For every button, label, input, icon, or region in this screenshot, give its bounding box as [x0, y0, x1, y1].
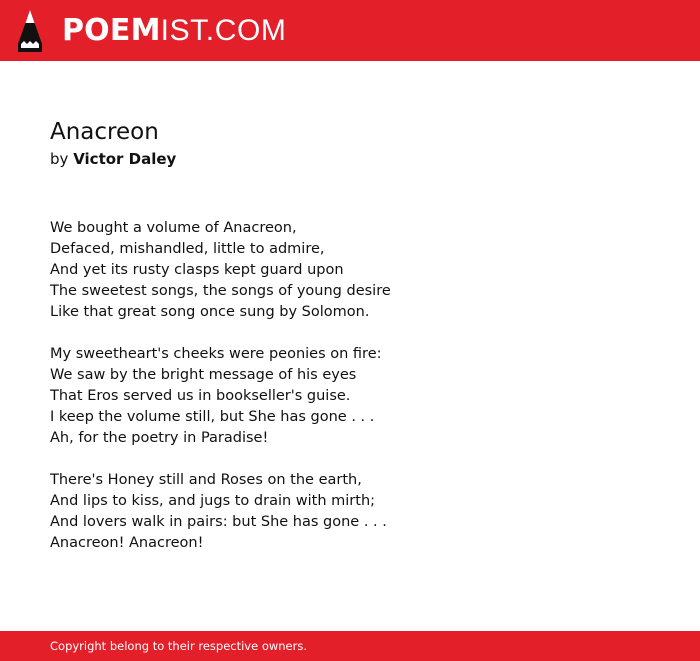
poem-line: Like that great song once sung by Solomon. — [50, 304, 370, 320]
poem-line: That Eros served us in bookseller's guise. — [50, 388, 351, 404]
poem-line: My sweetheart's cheeks were peonies on fire: — [50, 346, 382, 362]
poem-line: Ah, for the poetry in Paradise! — [50, 430, 269, 446]
pencil-tip-icon[interactable] — [18, 10, 42, 52]
stanza — [50, 470, 650, 554]
stanza — [50, 344, 650, 449]
author-name: Victor Daley — [73, 150, 177, 168]
poem-body — [50, 218, 650, 575]
poem-line: The sweetest songs, the songs of young desire — [50, 283, 391, 299]
stanza — [50, 218, 650, 323]
copyright-text: Copyright belong to their respective owners. — [50, 639, 308, 653]
by-label: by — [50, 150, 69, 168]
poem-line: We bought a volume of Anacreon, — [50, 220, 297, 236]
poem-title: Anacreon — [50, 119, 159, 145]
poem-line: There's Honey still and Roses on the earth, — [50, 472, 362, 488]
poem-line: We saw by the bright message of his eyes — [50, 367, 357, 383]
site-logo[interactable] — [62, 13, 287, 49]
site-header — [0, 0, 700, 61]
poem-line: And yet its rusty clasps kept guard upon — [50, 262, 344, 278]
site-footer — [0, 631, 700, 661]
poem-line: Anacreon! Anacreon! — [50, 535, 204, 551]
poem-line: And lips to kiss, and jugs to drain with mirth; — [50, 493, 376, 509]
logo-light-part: IST.COM — [160, 14, 287, 47]
byline — [50, 149, 176, 169]
poem-line: And lovers walk in pairs: but She has gone . . . — [50, 514, 387, 530]
poem-line: Defaced, mishandled, little to admire, — [50, 241, 325, 257]
poem-line: I keep the volume still, but She has gone . . . — [50, 409, 375, 425]
logo-bold-part: POEM — [62, 13, 161, 48]
